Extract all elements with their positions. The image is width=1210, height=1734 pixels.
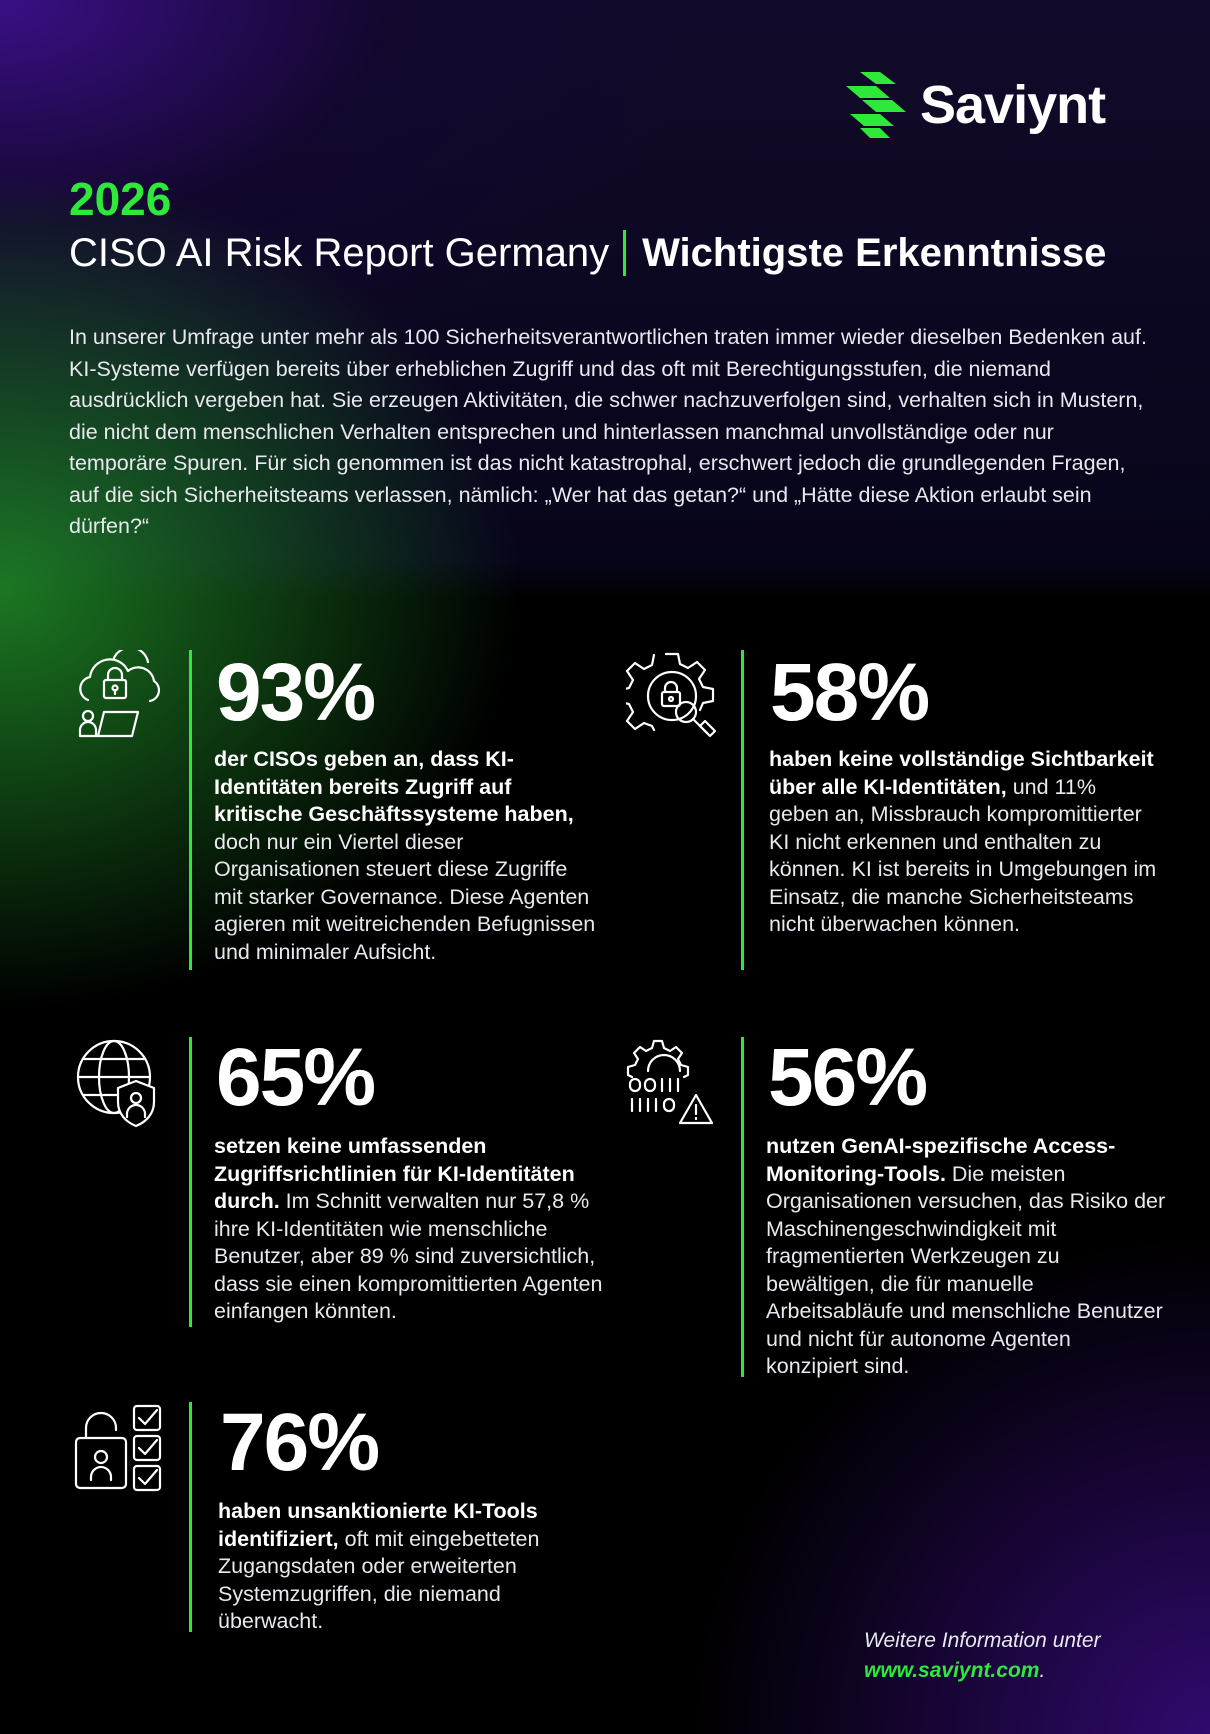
stat-body: doch nur ein Viertel dieser Organisationen steuert diese Zugriffe mit starker Governance. Diese Agenten agieren mit weitreichenden Befugnissen und minimaler Aufsicht. (214, 829, 596, 964)
stat-highlight: nutzen GenAI-spezifische Access-Monitoring-Tools. (766, 1134, 1116, 1186)
stat-76 (74, 1397, 614, 1633)
stat-highlight: haben keine vollständige Sichtbarkeit über alle KI-Identitäten, (769, 747, 1154, 799)
stat-65 (74, 1032, 614, 1327)
stat-description (214, 746, 599, 966)
saviynt-logo-mark-icon (846, 72, 906, 138)
stat-percent: 65% (216, 1032, 375, 1123)
stat-description (769, 746, 1159, 939)
cloud-lock-user-icon (74, 650, 166, 742)
open-lock-checklist-icon (74, 1402, 166, 1494)
report-year: 2026 (69, 173, 172, 225)
intro-paragraph: In unserer Umfrage unter mehr als 100 Sicherheitsverantwortlichen traten immer wieder dieselben Bedenken auf. KI-Systeme verfügen bereits über erheblichen Zugriff und das oft mit Berechtigungsstufen, die niemand ausdrücklich vergeben hat. Sie erzeugen Aktivitäten, die schwer nachzuverfolgen sind, verhalten sich in Mustern, die nicht dem menschlichen Verhalten entsprechen und hinterlassen manchmal unvollständige oder nur temporäre Spuren. Für sich genommen ist das nicht katastrophal, erschwert jedoch die grundlegenden Fragen, auf die sich Sicherheitsteams verlassen, nämlich: „Wer hat das getan?“ und „Hätte diese Aktion erlaubt sein dürfen?“ (69, 325, 1147, 538)
saviynt-logo (846, 72, 1105, 138)
accent-bar (741, 650, 744, 970)
report-title-main: CISO AI Risk Report Germany (69, 230, 610, 275)
stat-percent: 58% (770, 647, 929, 738)
more-info-label: Weitere Information unter (864, 1629, 1101, 1652)
stat-body: oft mit eingebetteten Zugangsdaten oder erweiterten Systemzugriffen, die niemand überwacht. (218, 1526, 540, 1633)
stat-58 (626, 647, 1166, 970)
stat-description (214, 1133, 614, 1326)
stat-body: Im Schnitt verwalten nur 57,8 % ihre KI-Identitäten wie menschliche Benutzer, aber 89 % sind zuversichtlich, dass sie einen kompromittierten Agenten einfangen könnten. (214, 1189, 603, 1323)
stat-highlight: der CISOs geben an, dass KI-Identitäten bereits Zugriff auf kritische Geschäftssysteme haben, (214, 747, 574, 826)
website-link[interactable]: www.saviynt.com (864, 1659, 1040, 1682)
stat-description (766, 1133, 1166, 1381)
url-suffix: . (1039, 1659, 1046, 1682)
stat-body: und 11% geben an, Missbrauch kompromittierter KI nicht erkennen und enthalten zu können. KI ist bereits in Umgebungen im Einsatz, die manche Sicherheitsteams nicht überwachen können. (769, 774, 1157, 936)
accent-bar (741, 1037, 744, 1377)
stat-highlight: setzen keine umfassenden Zugriffsrichtlinien für KI-Identitäten durch. (214, 1134, 575, 1213)
accent-bar (189, 1037, 192, 1327)
stat-percent: 76% (220, 1397, 379, 1488)
stat-percent: 56% (768, 1032, 927, 1123)
gear-binary-warning-icon (626, 1037, 718, 1129)
gear-lock-search-icon (626, 650, 718, 742)
stat-body: Die meisten Organisationen versuchen, das Risiko der Maschinengeschwindigkeit mit fragmentierten Werkzeugen zu bewältigen, die für manuelle Arbeitsabläufe und menschliche Benutzer und nicht für autonome Agenten konzipiert sind. (766, 1161, 1166, 1378)
more-info (864, 1626, 1101, 1686)
globe-shield-user-icon (74, 1037, 166, 1129)
stat-percent: 93% (216, 647, 375, 738)
stat-highlight: haben unsanktionierte KI-Tools identifiziert, (218, 1499, 538, 1551)
report-subtitle: Wichtigste Erkenntnisse (642, 230, 1107, 275)
stat-56 (626, 1032, 1166, 1378)
title-divider (623, 230, 626, 276)
report-title (69, 230, 1106, 276)
stat-93 (74, 647, 596, 970)
accent-bar (189, 650, 192, 970)
accent-bar (189, 1402, 192, 1632)
stat-description (218, 1498, 578, 1636)
logo-wordmark: Saviynt (920, 75, 1106, 135)
